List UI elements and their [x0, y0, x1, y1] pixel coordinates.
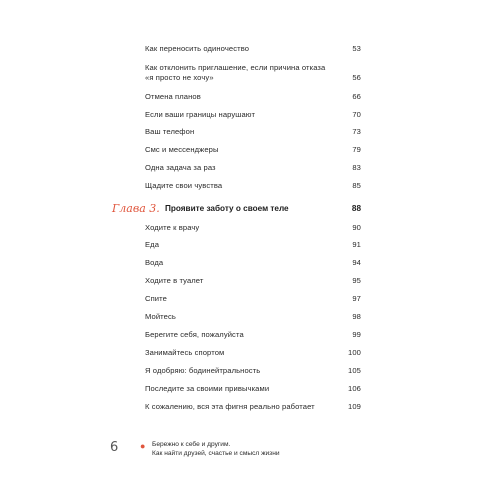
toc-entry-page: 98: [352, 312, 361, 321]
toc-entry-title: Как отклонить приглашение, если причина отказа «я просто не хочу»: [145, 63, 326, 82]
toc-entry-page: 97: [352, 294, 361, 303]
toc-entry-title: Как переносить одиночество: [145, 44, 250, 53]
toc-entry-page: 56: [352, 73, 361, 82]
toc-entry-title: Занимайтесь спортом: [145, 348, 225, 357]
toc-entry-title: Вода: [145, 258, 164, 267]
toc-entry-title: К сожалению, вся эта фигня реально работает: [145, 402, 315, 411]
page-number: 6: [110, 440, 119, 455]
chapter-title: Проявите заботу о своем теле: [165, 204, 289, 213]
chapter-page: 88: [351, 204, 361, 213]
toc-entry-title: Спите: [145, 294, 167, 303]
running-footer-line2: Как найти друзей, счастье и смысл жизни: [152, 449, 280, 457]
toc-entry-title: Смс и мессенджеры: [145, 145, 219, 154]
toc-entry-page: 79: [352, 145, 361, 154]
toc-entry-title: Ходите к врачу: [145, 223, 200, 232]
toc-entry-page: 73: [352, 127, 361, 136]
toc-entry-title: Щадите свои чувства: [145, 181, 223, 190]
toc-entry-page: 94: [352, 258, 361, 267]
toc-entry-page: 99: [352, 330, 361, 339]
bullet-icon: ●: [140, 441, 146, 451]
toc-entry-page: 100: [348, 348, 361, 357]
toc-entry-page: 83: [352, 163, 361, 172]
toc-entry-page: 90: [352, 223, 361, 232]
toc-entry-page: 105: [348, 366, 361, 375]
toc-entry-title: Если ваши границы нарушают: [145, 110, 256, 119]
toc-entry-title: Я одобряю: бодинейтральность: [145, 366, 261, 375]
toc-entry-page: 91: [352, 240, 361, 249]
toc-entry-title: Мойтесь: [145, 312, 176, 321]
toc-entry-title: Берегите себя, пожалуйста: [145, 330, 244, 339]
toc-entry-page: 95: [352, 276, 361, 285]
running-footer-title: [152, 441, 280, 458]
toc-entry-title: Последите за своими привычками: [145, 384, 270, 393]
toc-entry-title: Одна задача за раз: [145, 163, 216, 172]
toc-entry-page: 106: [348, 384, 361, 393]
toc-entry-page: 53: [352, 44, 361, 53]
toc-entry-title: Ваш телефон: [145, 127, 195, 136]
chapter-heading: [112, 201, 361, 217]
running-footer-line1: Бережно к себе и другим.: [152, 441, 231, 448]
toc-entry-title: Ходите в туалет: [145, 276, 204, 285]
toc-entry-title: Еда: [145, 240, 160, 249]
toc-entry-page: 70: [352, 110, 361, 119]
toc-entry-page: 85: [352, 181, 361, 190]
toc-entry-page: 66: [352, 92, 361, 101]
toc-entry-title: Отмена планов: [145, 92, 201, 101]
toc-entry-page: 109: [348, 402, 361, 411]
chapter-label: Глава 3.: [112, 202, 160, 215]
